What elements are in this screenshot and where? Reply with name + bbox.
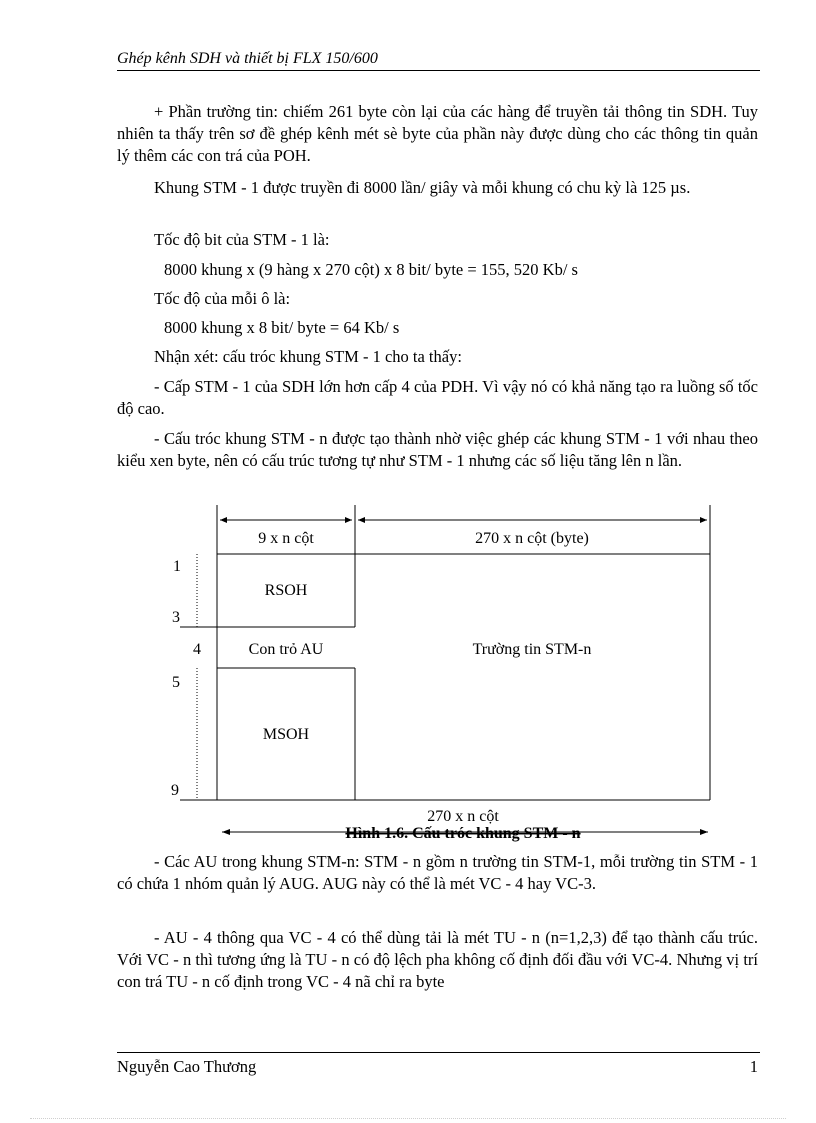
header-title: Ghép kênh SDH và thiết bị FLX 150/600 <box>117 50 378 67</box>
paragraph-payload-field: + Phần trường tin: chiếm 261 byte còn lại của các hàng để truyền tải thông tin SDH. Tuy nhiên ta thấy trên sơ đề ghép kênh mét sè byte của phần này được dùng cho các thông tin quản lý thêm các con trá của POH. <box>117 102 758 165</box>
row-label-1: 1 <box>173 558 181 575</box>
paragraph-stmn-structure: - Cấu tróc khung STM - n được tạo thành nhờ việc ghép các khung STM - 1 với nhau theo kiểu xen byte, nên có cấu trúc tương tự như STM - 1 nhưng các số liệu tăng lên n lần. <box>117 429 758 470</box>
paragraph-frame-rate: Khung STM - 1 được truyền đi 8000 lần/ giây và mỗi khung có chu kỳ là 125 µs. <box>154 178 691 197</box>
page-bottom-divider <box>30 1118 786 1119</box>
rsoh-label: RSOH <box>264 582 308 599</box>
arrowhead <box>220 517 227 523</box>
msoh-label: MSOH <box>262 726 310 743</box>
page-header <box>117 50 760 71</box>
figure-caption: Hình 1.6. Cấu tróc khung STM - n <box>345 825 581 842</box>
arrowhead <box>700 829 708 835</box>
arrowhead <box>358 517 365 523</box>
row-label-3: 3 <box>172 609 180 626</box>
arrowhead <box>345 517 352 523</box>
page-footer <box>117 1052 760 1077</box>
label-270xn-columns-byte: 270 x n cột (byte) <box>475 530 589 547</box>
footer-author: Nguyễn Cao Thương <box>117 1057 257 1076</box>
row-label-5: 5 <box>172 674 180 691</box>
au-pointer-label: Con trỏ AU <box>248 641 324 658</box>
bottom-span-label: 270 x n cột <box>427 808 499 825</box>
row-label-9: 9 <box>171 782 179 799</box>
stm-n-frame-figure <box>160 505 720 845</box>
paragraph-bitrate-heading: Tốc độ bit của STM - 1 là: <box>154 230 330 249</box>
arrowhead <box>700 517 707 523</box>
paragraph-stm1-level: - Cấp STM - 1 của SDH lớn hơn cấp 4 của PDH. Vì vậy nó có khả năng tạo ra luồng số tốc độ cao. <box>117 377 758 418</box>
payload-label: Trường tin STM-n <box>472 641 592 658</box>
paragraph-au4-vc4: - AU - 4 thông qua VC - 4 có thể dùng tải là mét TU - n (n=1,2,3) để tạo thành cấu trúc. Với VC - n thì tương ứng là TU - n có độ lệch pha không cố định đối đầu với VC-4. Nhưng vị trí con trá TU - n cố định trong VC - 4 nã chỉ ra byte <box>117 928 758 991</box>
row-label-4: 4 <box>193 641 201 658</box>
paragraph-cell-rate-heading: Tốc độ của mỗi ô là: <box>154 289 291 308</box>
formula-bitrate: 8000 khung x (9 hàng x 270 cột) x 8 bit/ byte = 155, 520 Kb/ s <box>164 260 578 279</box>
label-9xn-columns: 9 x n cột <box>258 530 314 547</box>
arrowhead <box>222 829 230 835</box>
paragraph-remark: Nhận xét: cấu tróc khung STM - 1 cho ta thấy: <box>154 347 462 366</box>
page-number: 1 <box>749 1057 758 1076</box>
paragraph-au-in-stmn: - Các AU trong khung STM-n: STM - n gồm n trường tin STM-1, mỗi trường tin STM - 1 có chứa 1 nhóm quản lý AUG. AUG này có thể là mét VC - 4 hay VC-3. <box>117 852 758 893</box>
formula-cell-rate: 8000 khung x 8 bit/ byte = 64 Kb/ s <box>164 318 400 337</box>
